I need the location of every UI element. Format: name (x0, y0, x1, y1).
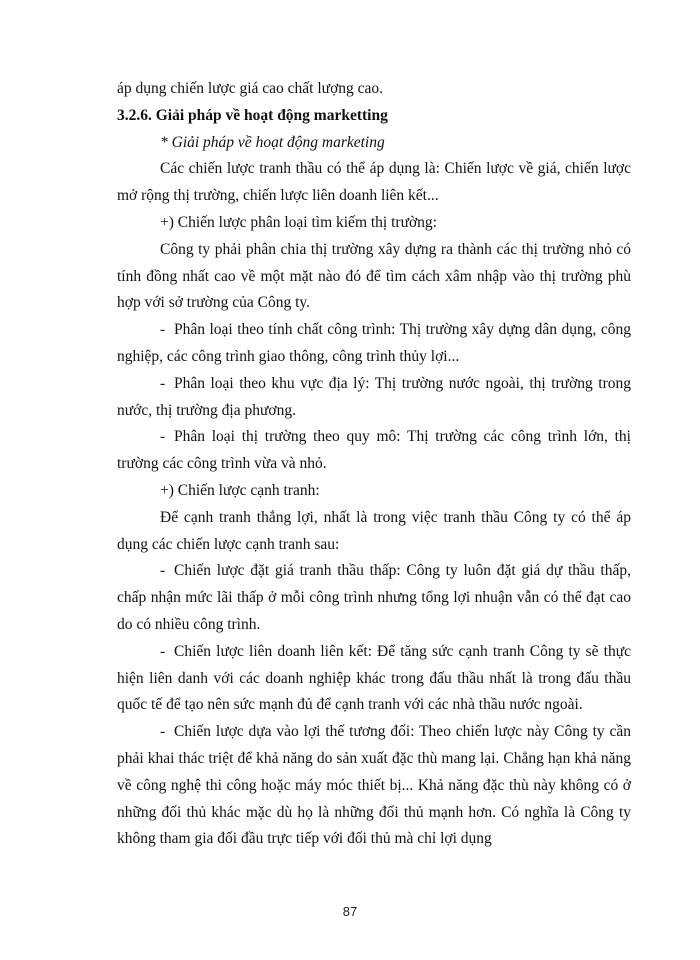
document-body (117, 76, 631, 853)
list-item-text: Phân loại theo tính chất công trình: Thị trường xây dựng dân dụng, công nghiệp, các công trình giao thông, công trình thủy lợi... (117, 321, 631, 365)
dash-bullet: - (160, 374, 166, 392)
paragraph-market-division: Công ty phải phân chia thị trường xây dựng ra thành các thị trường nhỏ có tính đồng nhất cao về một mặt nào đó để tìm cách xâm nhập vào thị trường phù hợp với sở trường của Công ty. (117, 240, 631, 312)
list-item-text: Phân loại thị trường theo quy mô: Thị trường các công trình lớn, thị trường các công trình vừa và nhỏ. (117, 428, 631, 473)
dash-bullet: - (160, 321, 166, 339)
list-item-relative-advantage (117, 719, 631, 853)
paragraph-competition-intro: Để cạnh tranh thắng lợi, nhất là trong việc tranh thầu Công ty có thể áp dụng các chiến lược cạnh tranh sau: (117, 508, 631, 553)
list-item-text: Chiến lược dựa vào lợi thế tương đối: Theo chiến lược này Công ty cần phải khai thác triệt để khả năng do sản xuất đặc thù mang lại. Chẳng hạn khả năng về công nghệ thi công hoặc máy móc thiết bị... Khả năng đặc thù này không có ở những đối thủ khác mặc dù họ là những đối thủ mạnh hơn. Có nghĩa là Công ty không tham gia đối đầu trực tiếp với đối thủ mà chỉ lợi dụng (117, 723, 631, 848)
list-item-construction-type (117, 317, 631, 371)
list-item-text: Chiến lược liên doanh liên kết: Để tăng sức cạnh tranh Công ty sẽ thực hiện liên danh với các doanh nghiệp khác trong đấu thầu nhất là trong đấu thầu quốc tế để tạo nên sức mạnh đủ để cạnh tranh với các nhà thầu nước ngoài. (117, 642, 631, 714)
list-item-geographic (117, 371, 631, 425)
list-item-scale (117, 424, 631, 478)
list-item-low-bid (117, 558, 631, 638)
section-heading: 3.2.6. Giải pháp về hoạt động marketting (117, 106, 388, 124)
dash-bullet: - (160, 428, 166, 446)
dash-bullet: - (160, 723, 166, 741)
list-item-joint-venture (117, 639, 631, 719)
intro-tail-paragraph: áp dụng chiến lược giá cao chất lượng cao. (117, 80, 384, 97)
paragraph-strategies: Các chiến lược tranh thầu có thể áp dụng là: Chiến lược về giá, chiến lược mở rộng thị trường, chiến lược liên doanh liên kết... (117, 160, 631, 205)
paragraph-competition-title: +) Chiến lược cạnh tranh: (160, 481, 320, 499)
list-item-text: Chiến lược đặt giá tranh thầu thấp: Công ty luôn đặt giá dự thầu thấp, chấp nhận mức lãi thấp ở mỗi công trình nhưng tổng lợi nhuận vẫn có thể đạt cao do có nhiều công trình. (117, 562, 631, 633)
list-item-text: Phân loại theo khu vực địa lý: Thị trường nước ngoài, thị trường trong nước, thị trường địa phương. (117, 374, 631, 419)
dash-bullet: - (160, 562, 166, 580)
section-subheading: * Giải pháp về hoạt động marketing (160, 133, 385, 151)
dash-bullet: - (160, 642, 166, 660)
paragraph-market-classification-title: +) Chiến lược phân loại tìm kiếm thị trường: (160, 213, 437, 231)
page-number: 87 (342, 904, 358, 919)
